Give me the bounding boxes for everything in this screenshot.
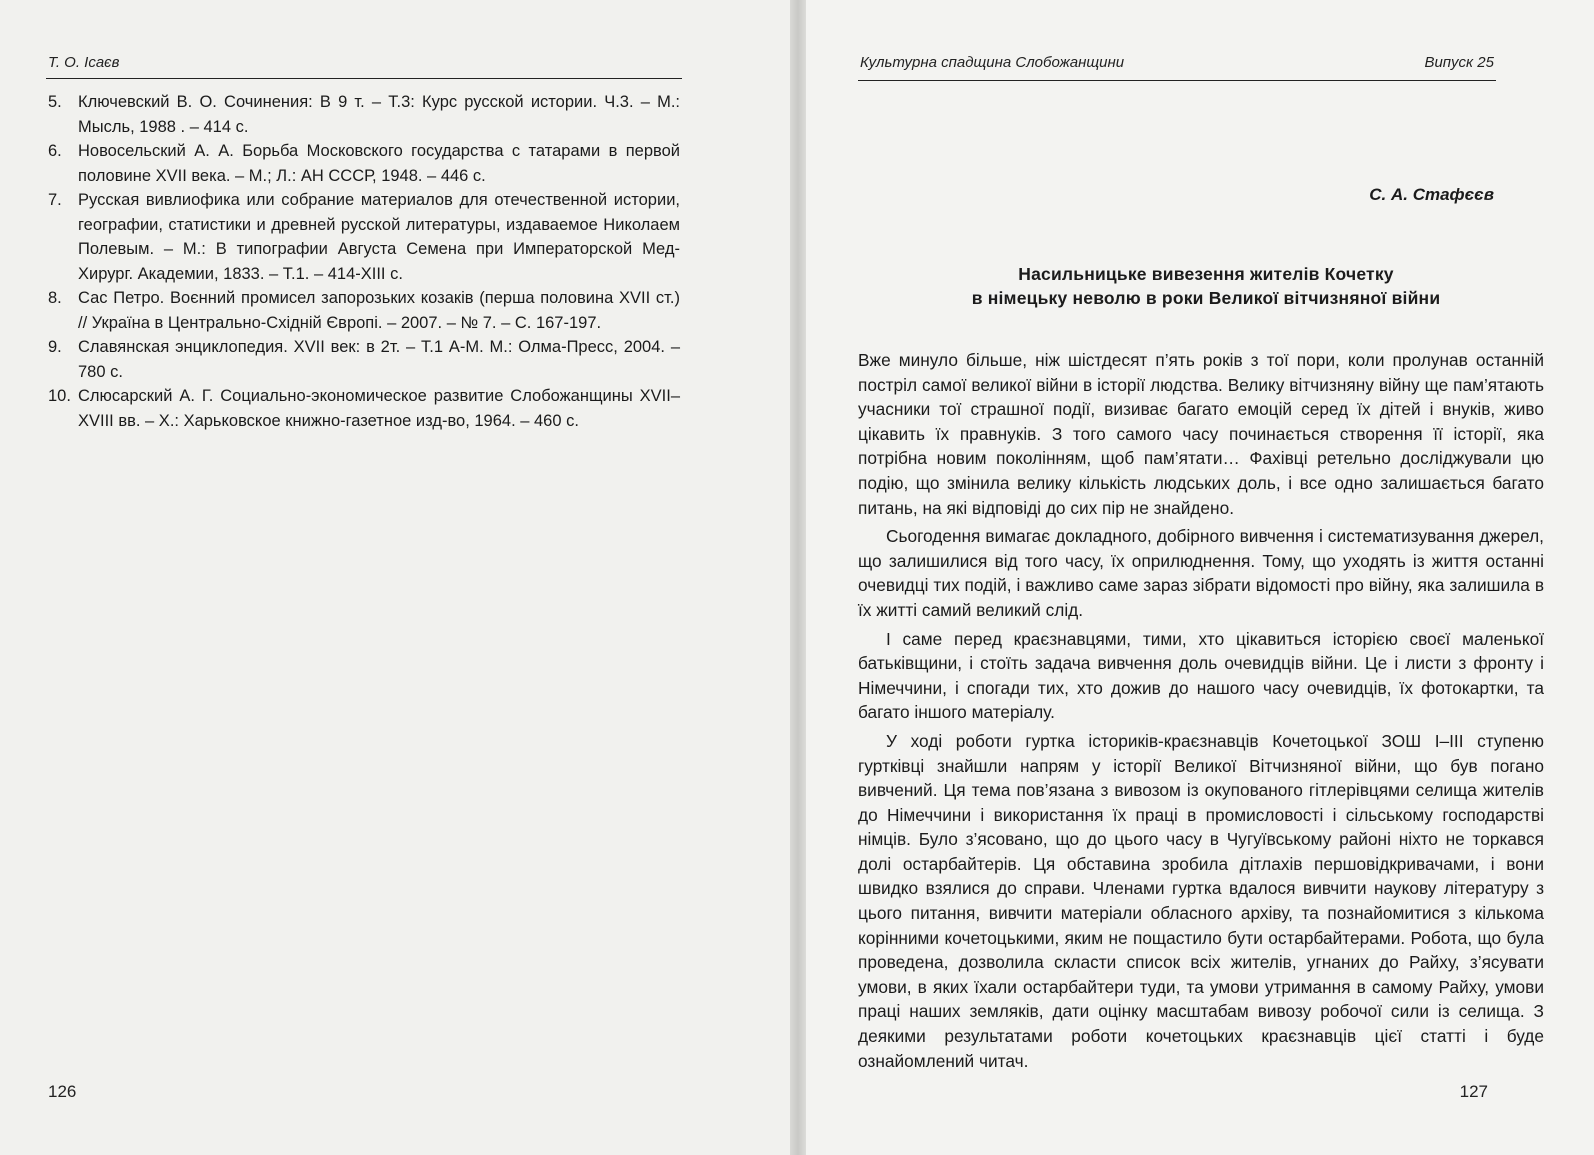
left-running-head: Т. О. Ісаєв xyxy=(48,54,120,71)
article-title-line-1: Насильницьке вивезення жителів Кочетку xyxy=(1018,264,1394,284)
reference-number: 5. xyxy=(48,93,62,111)
reference-text: Славянская энциклопедия. XVII век: в 2т. – Т.1 А-М. М.: Олма-Пресс, 2004. – 780 с. xyxy=(78,338,680,381)
reference-text: Русская вивлиофика или собрание материалов для отечественной истории, географии, статистики и древней русской литературы, издаваемое Николаем Полевым. – М.: В типографии Августа Семена при Императорской Мед-Хирург. Академии, 1833. – Т.1. – 414-XIII с. xyxy=(78,191,680,283)
book-gutter xyxy=(790,0,806,1155)
right-page xyxy=(806,0,1594,1155)
right-running-head-issue: Випуск 25 xyxy=(1424,54,1494,71)
left-page-number: 126 xyxy=(48,1082,77,1101)
reference-item xyxy=(48,384,680,433)
body-paragraph: У ході роботи гуртка істориків-краєзнавців Кочетоцької ЗОШ І–ІІІ ступеню гуртківці знайшли напрям у історії Великої Вітчизняної війни, що був погано вивчений. Ця тема пов’язана з вивозом із окупованого гітлерівцями селища жителів до Німеччини і використання їх праці в промисловості і сільському господарстві німців. Було з’ясовано, що до цього часу в Чугуївському районі ніхто не торкався долі остарбайтерів. Ця обставина зробила дітлахів першовідкривачами, і вони швидко взялися до справи. Членами гуртка вдалося вивчити наукову літературу з цього питання, вивчити матеріали обласного архіву, та познайомитися з кількома корінними кочетоцькими, яким не пощастило бути остарбайтерами. Робота, що була проведена, дозволила скласти список всіх жителів, угнаних до Райху, з’ясувати умови, в яких їхали остарбайтери туди, та умови утримання в самому Райху, умови праці наших земляків, дати оцінку масштабам вивозу робочої сили із селища. З деякими результатами роботи кочетоцьких краєзнавців цієї статті і буде ознайомлений читач. xyxy=(858,730,1544,1071)
reference-number: 9. xyxy=(48,338,62,356)
body-paragraph: Сьогодення вимагає докладного, добірного вивчення і систематизування джерел, що залишилися від того часу, їх оприлюднення. Тому, що уходять із життя останні очевидці тих подій, і важливо саме зараз зібрати відомості про війну, яка залишила в їх житті самий великий слід. xyxy=(858,526,1544,620)
reference-number: 6. xyxy=(48,142,62,160)
article-body xyxy=(858,348,1544,1073)
article-title xyxy=(866,262,1546,310)
body-paragraph: І саме перед краєзнавцями, тими, хто цікавиться історією своєї маленької батьківщини, і стоїть задача вивчення доль очевидців війни. Це і листи з фронту і Німеччини, і спогади тих, хто дожив до нашого часу очевидців, їх фотокартки, та багато іншого матеріалу. xyxy=(858,628,1544,723)
reference-number: 10. xyxy=(48,387,71,405)
body-paragraph: Вже минуло більше, ніж шістдесят п’ять років з тої пори, коли пролунав останній постріл самої великої війни в історії людства. Велику вітчизняну війну ще пам’ятають учасники тої страшної події, визиває багато емоцій серед їх дітей і внуків, живо цікавить їх правнуків. З того самого часу починається створення її історії, яка потрібна новим поколінням, щоб пам’ятати… Фахівці ретельно досліджували цю подію, що змінила велику кількість людських доль, і все одно залишається багато питань, на які відповіді до сих пір не знайдено. xyxy=(858,350,1544,518)
reference-item xyxy=(48,335,680,384)
article-title-line-2: в німецьку неволю в роки Великої вітчизняної війни xyxy=(971,288,1441,308)
reference-item xyxy=(48,286,680,335)
left-page xyxy=(0,0,790,1155)
reference-item xyxy=(48,188,680,286)
reference-item xyxy=(48,90,680,139)
right-page-number: 127 xyxy=(1459,1082,1488,1101)
reference-number: 8. xyxy=(48,289,62,307)
reference-text: Ключевский В. О. Сочинения: В 9 т. – Т.3: Курс русской истории. Ч.3. – М.: Мысль, 1988 . – 414 с. xyxy=(78,93,680,136)
right-running-head-title: Культурна спадщина Слобожанщини xyxy=(860,54,1125,71)
reference-text: Новосельский А. А. Борьба Московского государства с татарами в первой половине XVII века. – М.; Л.: АН СССР, 1948. – 446 с. xyxy=(78,142,680,185)
reference-list xyxy=(48,90,680,433)
article-author: С. А. Стафєєв xyxy=(1369,185,1494,204)
left-header-rule xyxy=(46,78,682,79)
reference-item xyxy=(48,139,680,188)
reference-text: Слюсарский А. Г. Социально-экономическое развитие Слобожанщины XVII–XVIII вв. – Х.: Харьковское книжно-газетное изд-во, 1964. – 460 с. xyxy=(78,387,680,430)
reference-number: 7. xyxy=(48,191,62,209)
right-header-rule xyxy=(858,80,1496,81)
reference-text: Сас Петро. Воєнний промисел запорозьких козаків (перша половина XVII ст.) // Україна в Центрально-Східній Європі. – 2007. – № 7. – С. 167-197. xyxy=(78,289,680,332)
